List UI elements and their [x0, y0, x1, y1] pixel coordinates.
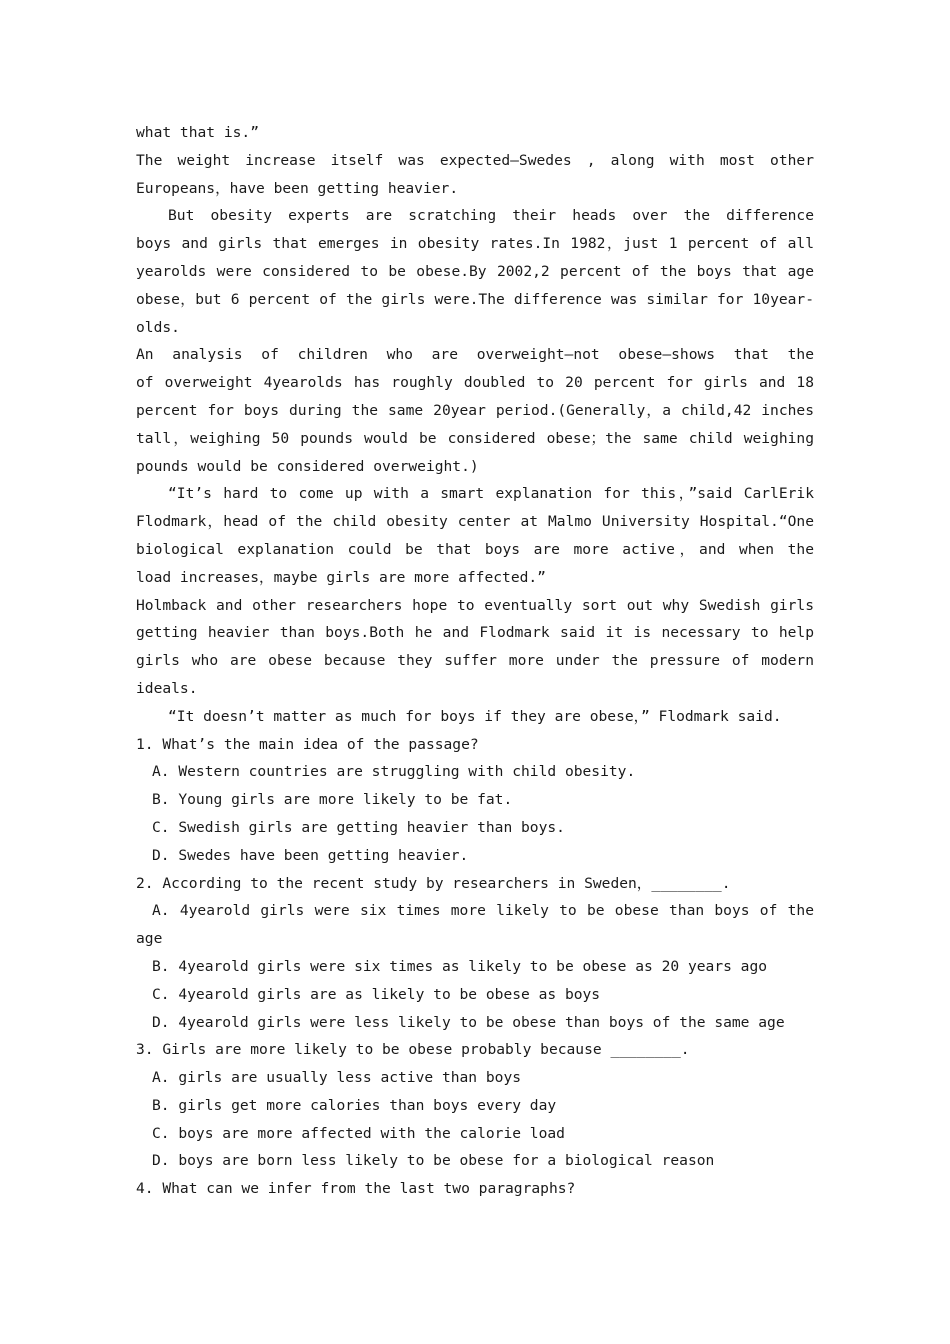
passage-line: boys and girls that emerges in obesity rates.In 1982，just 1 percent of all	[136, 235, 814, 253]
answer-option[interactable]: B. girls get more calories than boys every day	[152, 1096, 557, 1114]
document-page	[136, 119, 814, 1203]
passage-line: ideals.	[136, 679, 198, 697]
reading-passage	[136, 119, 814, 731]
answer-option[interactable]: D. boys are born less likely to be obese for a biological reason	[152, 1152, 715, 1170]
passage-line: getting heavier than boys.Both he and Flodmark said it is necessary to help	[136, 624, 814, 642]
question-2	[136, 870, 814, 1037]
question-stem: 4. What can we infer from the last two paragraphs?	[136, 1180, 576, 1198]
question-stem: 2. According to the recent study by researchers in Sweden，________.	[136, 874, 731, 892]
passage-line: what that is.”	[136, 124, 260, 141]
answer-option[interactable]: B. Young girls are more likely to be fat.	[152, 791, 513, 809]
passage-line: “It doesn’t matter as much for boys if they are obese，” Flodmark said.	[168, 707, 782, 725]
passage-line: The weight increase itself was expected—Swedes , along with most other	[136, 151, 814, 169]
passage-line: percent for boys during the same 20year period.(Generally，a child,42 inches	[136, 401, 814, 419]
passage-line: “It’s hard to come up with a smart explanation for this，”said CarlErik	[168, 485, 814, 503]
answer-option[interactable]: A. 4yearold girls were six times more likely to be obese than boys of the	[152, 902, 814, 920]
passage-line: An analysis of children who are overweight—not obese—shows that the	[136, 346, 814, 364]
passage-line: load increases，maybe girls are more affected.”	[136, 568, 546, 586]
answer-option[interactable]: B. 4yearold girls were six times as likely to be obese as 20 years ago	[152, 957, 768, 975]
passage-line: of overweight 4yearolds has roughly doubled to 20 percent for girls and 18	[136, 374, 814, 392]
passage-line: girls who are obese because they suffer more under the pressure of modern	[136, 652, 814, 670]
passage-line: Holmback and other researchers hope to eventually sort out why Swedish girls	[136, 596, 814, 614]
passage-line: olds.	[136, 318, 180, 336]
passage-line: tall，weighing 50 pounds would be considered obese；the same child weighing	[136, 429, 814, 447]
question-3	[136, 1036, 814, 1175]
answer-option[interactable]: A. girls are usually less active than boys	[152, 1069, 522, 1087]
question-4	[136, 1175, 814, 1203]
passage-line: Europeans，have been getting heavier.	[136, 179, 459, 197]
passage-line: Flodmark，head of the child obesity center at Malmo University Hospital.“One	[136, 513, 814, 531]
answer-option[interactable]: C. 4yearold girls are as likely to be obese as boys	[152, 985, 601, 1003]
passage-line: yearolds were considered to be obese.By 2002,2 percent of the boys that age	[136, 262, 814, 280]
answer-option-continuation: age	[136, 930, 163, 948]
passage-line: obese，but 6 percent of the girls were.The difference was similar for 10year-	[136, 290, 814, 308]
answer-option[interactable]: A. Western countries are struggling with child obesity.	[152, 763, 636, 781]
answer-option[interactable]: D. 4yearold girls were less likely to be obese than boys of the same age	[152, 1013, 785, 1031]
question-list	[136, 731, 814, 1204]
passage-line: But obesity experts are scratching their heads over the difference	[168, 207, 814, 225]
answer-option[interactable]: C. Swedish girls are getting heavier than boys.	[152, 818, 565, 836]
passage-line: biological explanation could be that boys are more active，and when the	[136, 540, 814, 558]
answer-option[interactable]: D. Swedes have been getting heavier.	[152, 846, 469, 864]
question-stem: 3. Girls are more likely to be obese probably because ________.	[136, 1041, 690, 1059]
question-stem: 1. What’s the main idea of the passage?	[136, 735, 479, 753]
question-1	[136, 731, 814, 870]
answer-option[interactable]: C. boys are more affected with the calorie load	[152, 1124, 565, 1142]
passage-line: pounds would be considered overweight.)	[136, 457, 479, 475]
